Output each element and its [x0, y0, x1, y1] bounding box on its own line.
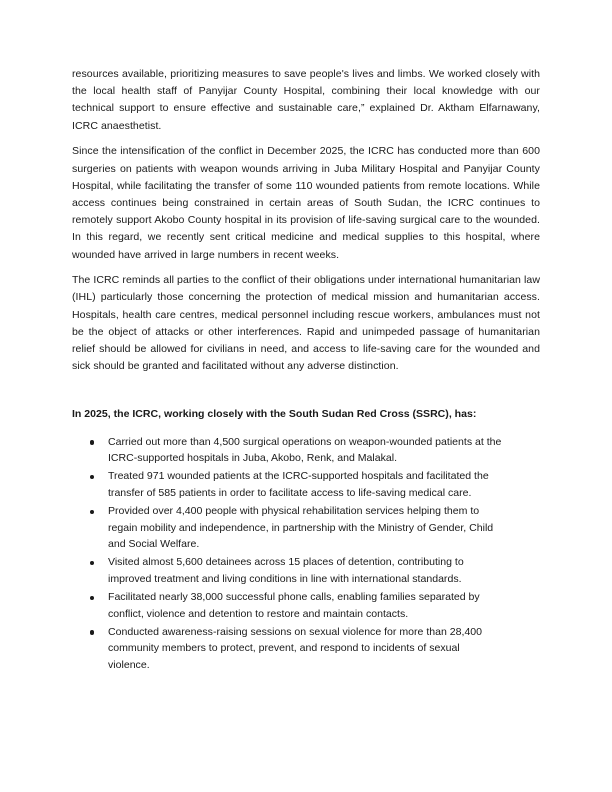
list-item: [72, 434, 540, 467]
bullet-icon: [90, 510, 94, 514]
bullet-icon: [90, 561, 94, 565]
paragraph-surgeries-since-december: Since the intensification of the conflict in December 2025, the ICRC has conducted more than 600 surgeries on patients with weapon wounds arriving in Juba Military Hospital and Panyijar County Hospital, while facilitating the transfer of some 110 wounded patients from remote locations. While access continues being constrained in certain areas of South Sudan, the ICRC continues to remotely support Akobo County hospital in its provision of life-saving surgical care to the wounded. In this regard, we recently sent critical medicine and medical supplies to this hospital, where wounded have arrived in large numbers in recent weeks.: [72, 145, 540, 261]
list-item-text: Conducted awareness-raising sessions on sexual violence for more than 28,400 community members to protect, prevent, and respond to incidents of sexual violence.: [108, 625, 483, 671]
paragraph-quote-conclusion: resources available, prioritizing measures to save people's lives and limbs. We worked closely with the local health staff of Panyijar County Hospital, combining their local knowledge with our technical support to ensure effective and sustainable care,” explained Dr. Aktham Elfarnawany, ICRC anaesthetist.: [72, 68, 540, 132]
bullet-icon: [90, 440, 94, 444]
list-item: [72, 503, 540, 553]
list-item: [72, 468, 540, 501]
bullet-icon: [90, 475, 94, 479]
list-item-text: Provided over 4,400 people with physical rehabilitation services helping them to regain mobility and independence, in partnership with the Ministry of Gender, Child and Social Welfare.: [108, 505, 494, 551]
paragraph-ihl-reminder: The ICRC reminds all parties to the conflict of their obligations under international humanitarian law (IHL) particularly those concerning the protection of medical mission and humanitarian access. Hospitals, health care centres, medical personnel including rescue workers, ambulances must not be the object of attacks or other interferences. Rapid and unimpeded passage of humanitarian relief should be allowed for civilians in need, and access to life-saving care for the wounded and sick should be granted and facilitated without any adverse distinction.: [72, 274, 540, 373]
list-item: [72, 589, 540, 622]
bullet-icon: [90, 630, 94, 634]
achievements-list: [72, 434, 540, 674]
list-item: [72, 554, 540, 587]
list-item-text: Treated 971 wounded patients at the ICRC-supported hospitals and facilitated the transfer of 585 patients in order to facilitate access to life-saving medical care.: [108, 470, 489, 499]
list-item-text: Carried out more than 4,500 surgical operations on weapon-wounded patients at the ICRC-supported hospitals in Juba, Akobo, Renk, and Malakal.: [108, 435, 502, 465]
list-item-text: Facilitated nearly 38,000 successful phone calls, enabling families separated by conflict, violence and detention to restore and maintain contacts.: [108, 591, 480, 620]
bullet-icon: [90, 596, 94, 600]
list-item: [72, 624, 540, 674]
document-page: [72, 66, 540, 675]
section-heading-2025: In 2025, the ICRC, working closely with the South Sudan Red Cross (SSRC), has:: [72, 408, 477, 421]
list-item-text: Visited almost 5,600 detainees across 15 places of detention, contributing to improved treatment and living conditions in line with international standards.: [108, 556, 464, 585]
